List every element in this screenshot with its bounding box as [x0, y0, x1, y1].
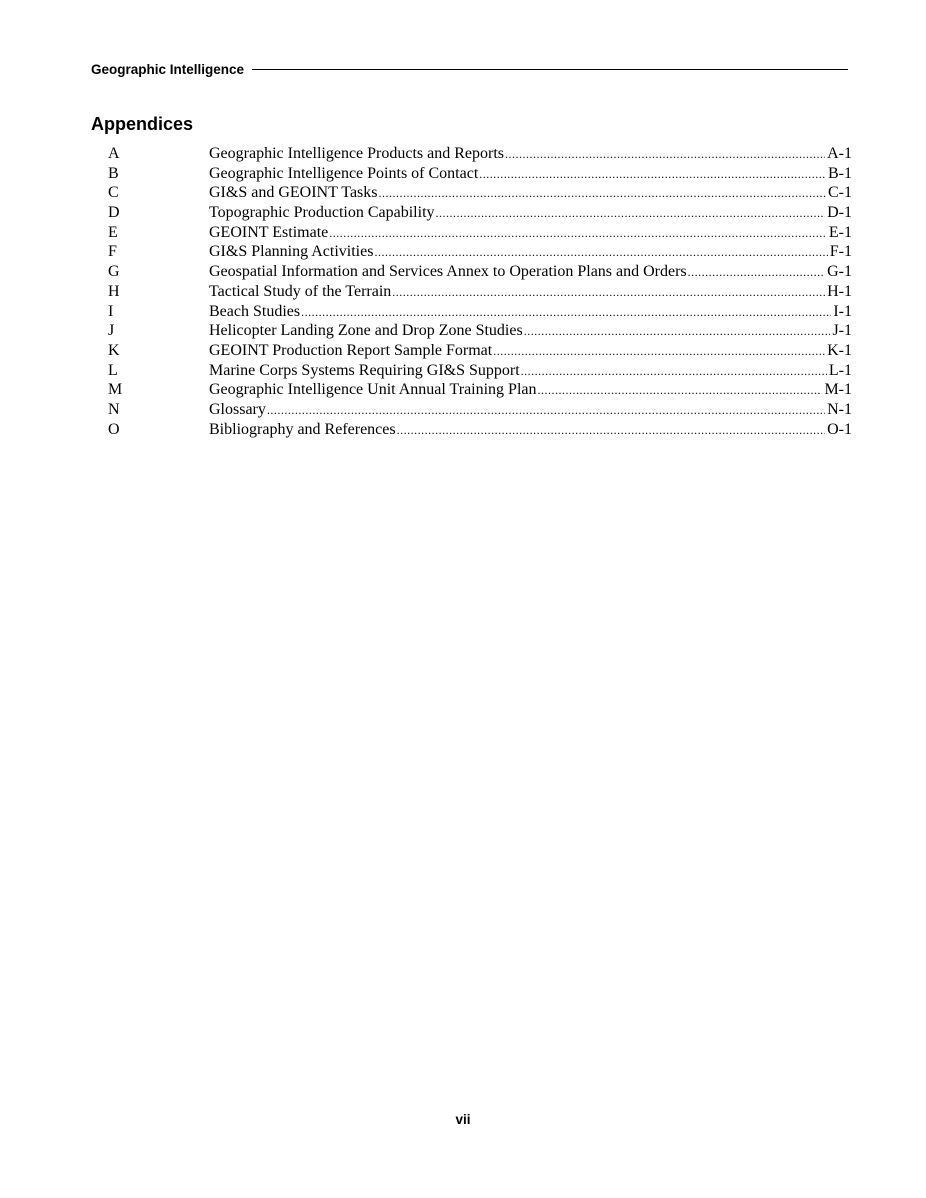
header-rule	[252, 69, 848, 70]
toc-entry-letter: K	[108, 341, 120, 359]
toc-entry-letter: D	[108, 204, 120, 222]
toc-entry-letter: F	[108, 243, 117, 261]
toc-entry-letter: J	[108, 322, 115, 340]
toc-entry-page: M-1	[824, 381, 852, 399]
toc-entry-title: GI&S and GEOINT Tasks	[209, 184, 378, 202]
toc-entry-letter: E	[108, 223, 118, 241]
toc-entry-page: L-1	[828, 361, 852, 379]
toc-entry[interactable]	[108, 144, 852, 164]
toc-entry-letter: N	[108, 400, 120, 418]
toc-entry-letter: I	[108, 302, 114, 320]
dot-leader	[524, 322, 831, 342]
toc-entry-page: N-1	[827, 400, 852, 418]
dot-leader	[493, 342, 825, 362]
dot-leader	[392, 283, 825, 303]
toc-entry-title: GEOINT Production Report Sample Format	[209, 341, 493, 359]
toc-entry-page: D-1	[827, 204, 852, 222]
toc-entry-page: I-1	[833, 302, 852, 320]
toc-entry[interactable]	[108, 282, 852, 302]
toc-entry-letter: M	[108, 381, 123, 399]
toc-entry-title: GI&S Planning Activities	[209, 243, 374, 261]
dot-leader	[521, 362, 827, 382]
toc-entry-page: C-1	[828, 184, 852, 202]
toc-entry[interactable]	[108, 203, 852, 223]
toc-entry-title: Geographic Intelligence Unit Annual Training Plan	[209, 381, 537, 399]
toc-entry-page: J-1	[832, 322, 852, 340]
toc-entry-page: A-1	[827, 145, 852, 162]
dot-leader	[688, 263, 825, 283]
toc-entry-title: Topographic Production Capability	[209, 204, 435, 222]
toc-entry-title: Glossary	[209, 400, 266, 418]
toc-entry-page: F-1	[829, 243, 852, 261]
dot-leader	[301, 303, 831, 323]
dot-leader	[479, 165, 826, 185]
dot-leader	[329, 224, 827, 244]
toc-entry[interactable]	[108, 242, 852, 262]
toc-entry-title: Geospatial Information and Services Annex to Operation Plans and Orders	[209, 263, 687, 281]
toc-entry-title: Geographic Intelligence Products and Reports	[209, 145, 505, 162]
toc-entry[interactable]	[108, 223, 852, 243]
dot-leader	[505, 145, 825, 165]
toc-entry-letter: B	[108, 164, 119, 182]
toc-entry-title: Marine Corps Systems Requiring GI&S Support	[209, 361, 520, 379]
toc-entry-page: B-1	[828, 164, 852, 182]
running-header-title: Geographic Intelligence	[91, 61, 245, 77]
dot-leader	[397, 421, 826, 441]
dot-leader	[436, 204, 826, 224]
toc-entry-letter: L	[108, 361, 118, 379]
toc-entry-page: O-1	[827, 420, 852, 438]
toc-entry-title: Tactical Study of the Terrain	[209, 282, 392, 300]
toc-entry-page: H-1	[827, 282, 852, 300]
toc-entry-title: Helicopter Landing Zone and Drop Zone Studies	[209, 322, 523, 340]
toc-entry[interactable]	[108, 341, 852, 361]
toc-entry-letter: O	[108, 420, 120, 438]
toc-entry[interactable]	[108, 302, 852, 322]
running-header	[91, 60, 848, 78]
toc-entry-letter: G	[108, 263, 120, 281]
toc-entry[interactable]	[108, 262, 852, 282]
toc-entry[interactable]	[108, 164, 852, 184]
dot-leader	[538, 381, 823, 401]
toc-entry-title: Bibliography and References	[209, 420, 396, 438]
dot-leader	[379, 184, 827, 204]
dot-leader	[374, 243, 827, 263]
toc-entry-title: Beach Studies	[209, 302, 301, 320]
dot-leader	[267, 401, 825, 421]
toc-entry[interactable]	[108, 420, 852, 440]
toc-entry[interactable]	[108, 321, 852, 341]
toc-entry-title: GEOINT Estimate	[209, 223, 329, 241]
toc-entry[interactable]	[108, 183, 852, 203]
toc-entry-title: Geographic Intelligence Points of Contact	[209, 164, 479, 182]
appendices-list	[108, 144, 852, 439]
section-heading: Appendices	[91, 114, 194, 134]
toc-entry-page: G-1	[827, 263, 852, 281]
toc-entry-page: E-1	[828, 223, 852, 241]
toc-entry-letter: H	[108, 282, 120, 300]
toc-entry[interactable]	[108, 400, 852, 420]
page-number: vii	[455, 1112, 471, 1127]
toc-entry-letter: A	[108, 145, 120, 162]
toc-entry-page: K-1	[827, 341, 852, 359]
toc-entry[interactable]	[108, 361, 852, 381]
toc-entry-letter: C	[108, 184, 119, 202]
toc-entry[interactable]	[108, 380, 852, 400]
